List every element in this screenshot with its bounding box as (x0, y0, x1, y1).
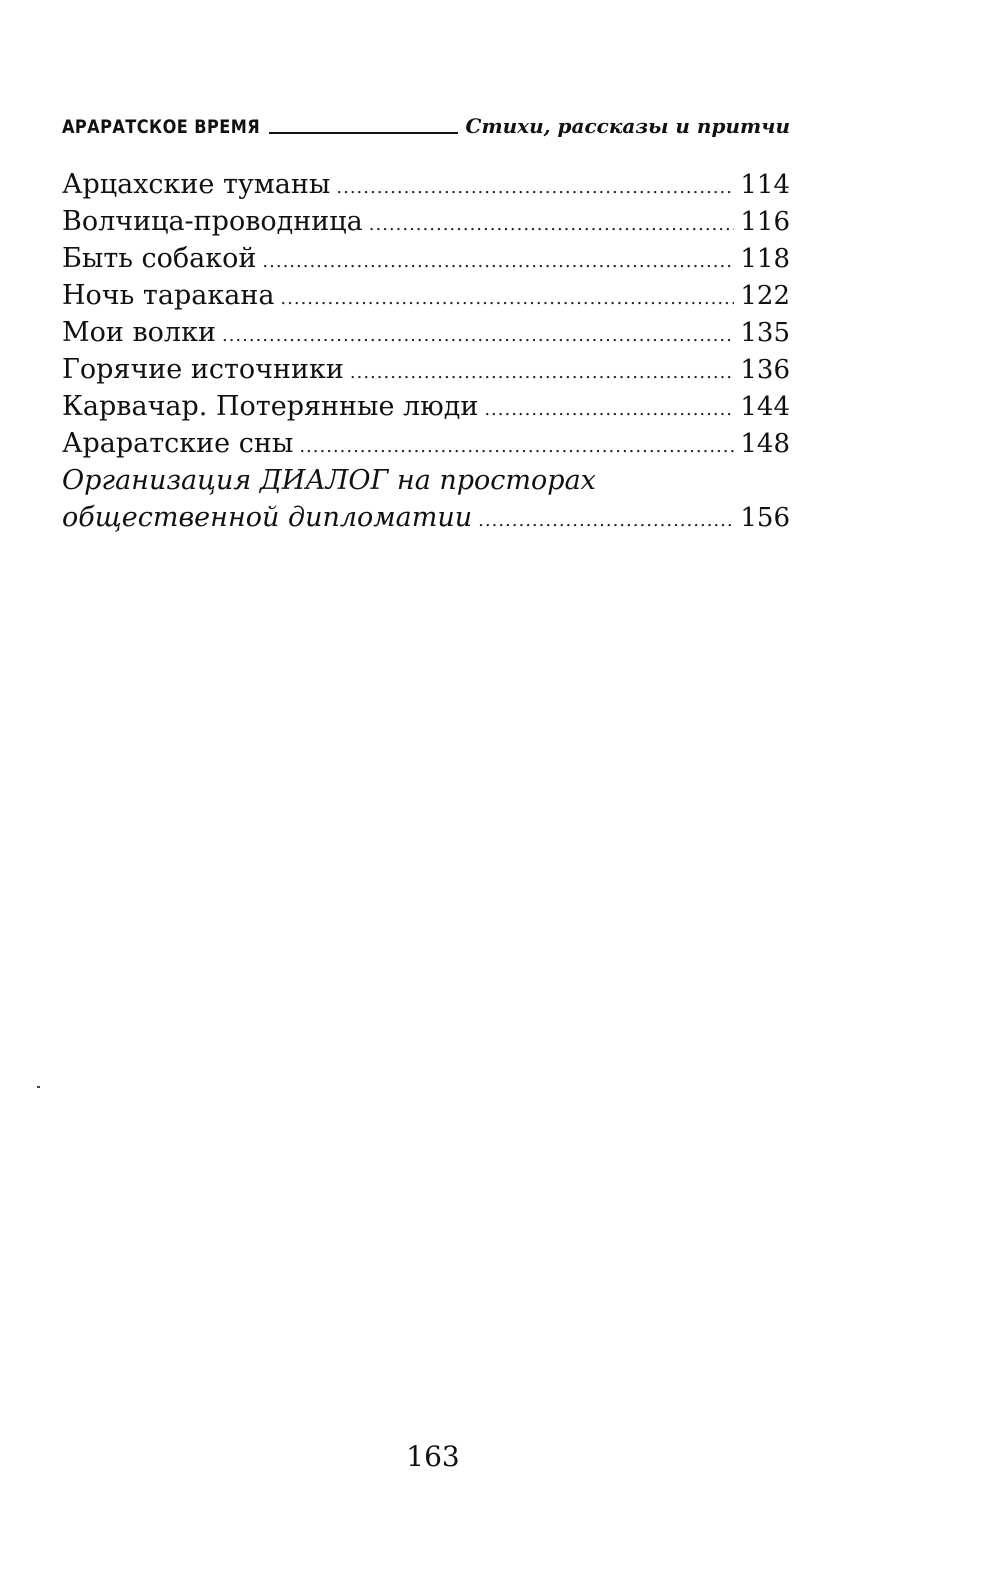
dot-leader (369, 206, 735, 243)
toc-entry-page: 156 (740, 503, 790, 533)
toc-entry-title: Волчица-проводница (62, 206, 363, 237)
toc-entry (62, 314, 790, 351)
dot-leader (350, 354, 734, 391)
dot-leader (478, 502, 734, 539)
toc-entry-page: 148 (740, 429, 790, 459)
toc-entry (62, 277, 790, 314)
header-rule (269, 132, 457, 134)
toc-entry-title: Горячие источники (62, 354, 344, 385)
book-subtitle: Стихи, рассказы и притчи (465, 114, 790, 138)
toc-entry (62, 351, 790, 388)
toc-entry-page: 144 (740, 392, 790, 422)
toc-entry-title: Арцахские туманы (62, 169, 331, 200)
toc-entry-line2 (62, 499, 790, 536)
toc-entry-appendix (62, 462, 790, 536)
toc-entry-title: Быть собакой (62, 243, 257, 274)
running-header (62, 98, 790, 138)
toc-entry (62, 203, 790, 240)
dot-leader (222, 317, 734, 354)
dot-leader (336, 169, 734, 206)
toc-entry (62, 240, 790, 277)
toc-entry-page: 114 (740, 170, 790, 200)
toc-entry (62, 388, 790, 425)
dot-leader (299, 428, 734, 465)
print-speck (37, 1086, 40, 1088)
page-number: 163 (406, 1440, 460, 1473)
toc-entry-page: 122 (740, 281, 790, 311)
toc-entry-page: 135 (740, 318, 790, 348)
toc-entry-title: Араратские сны (62, 428, 294, 459)
dot-leader (484, 391, 734, 428)
toc-entry-title-line2: общественной дипломатии (62, 502, 473, 533)
toc-entry-page: 116 (740, 207, 790, 237)
toc-entry-page: 136 (740, 355, 790, 385)
dot-leader (280, 280, 734, 317)
toc-entry-title: Мои волки (62, 317, 216, 348)
toc-entry (62, 166, 790, 203)
dot-leader (262, 243, 734, 280)
book-title: АРАРАТСКОЕ ВРЕМЯ (62, 116, 261, 138)
toc-entry-title-line1: Организация ДИАЛОГ на просторах (62, 465, 596, 496)
toc-entry-title: Карвачар. Потерянные люди (62, 391, 479, 422)
toc-entry-page: 118 (740, 244, 790, 274)
toc-entry-title: Ночь таракана (62, 280, 275, 311)
toc-entry (62, 425, 790, 462)
table-of-contents (62, 166, 790, 536)
